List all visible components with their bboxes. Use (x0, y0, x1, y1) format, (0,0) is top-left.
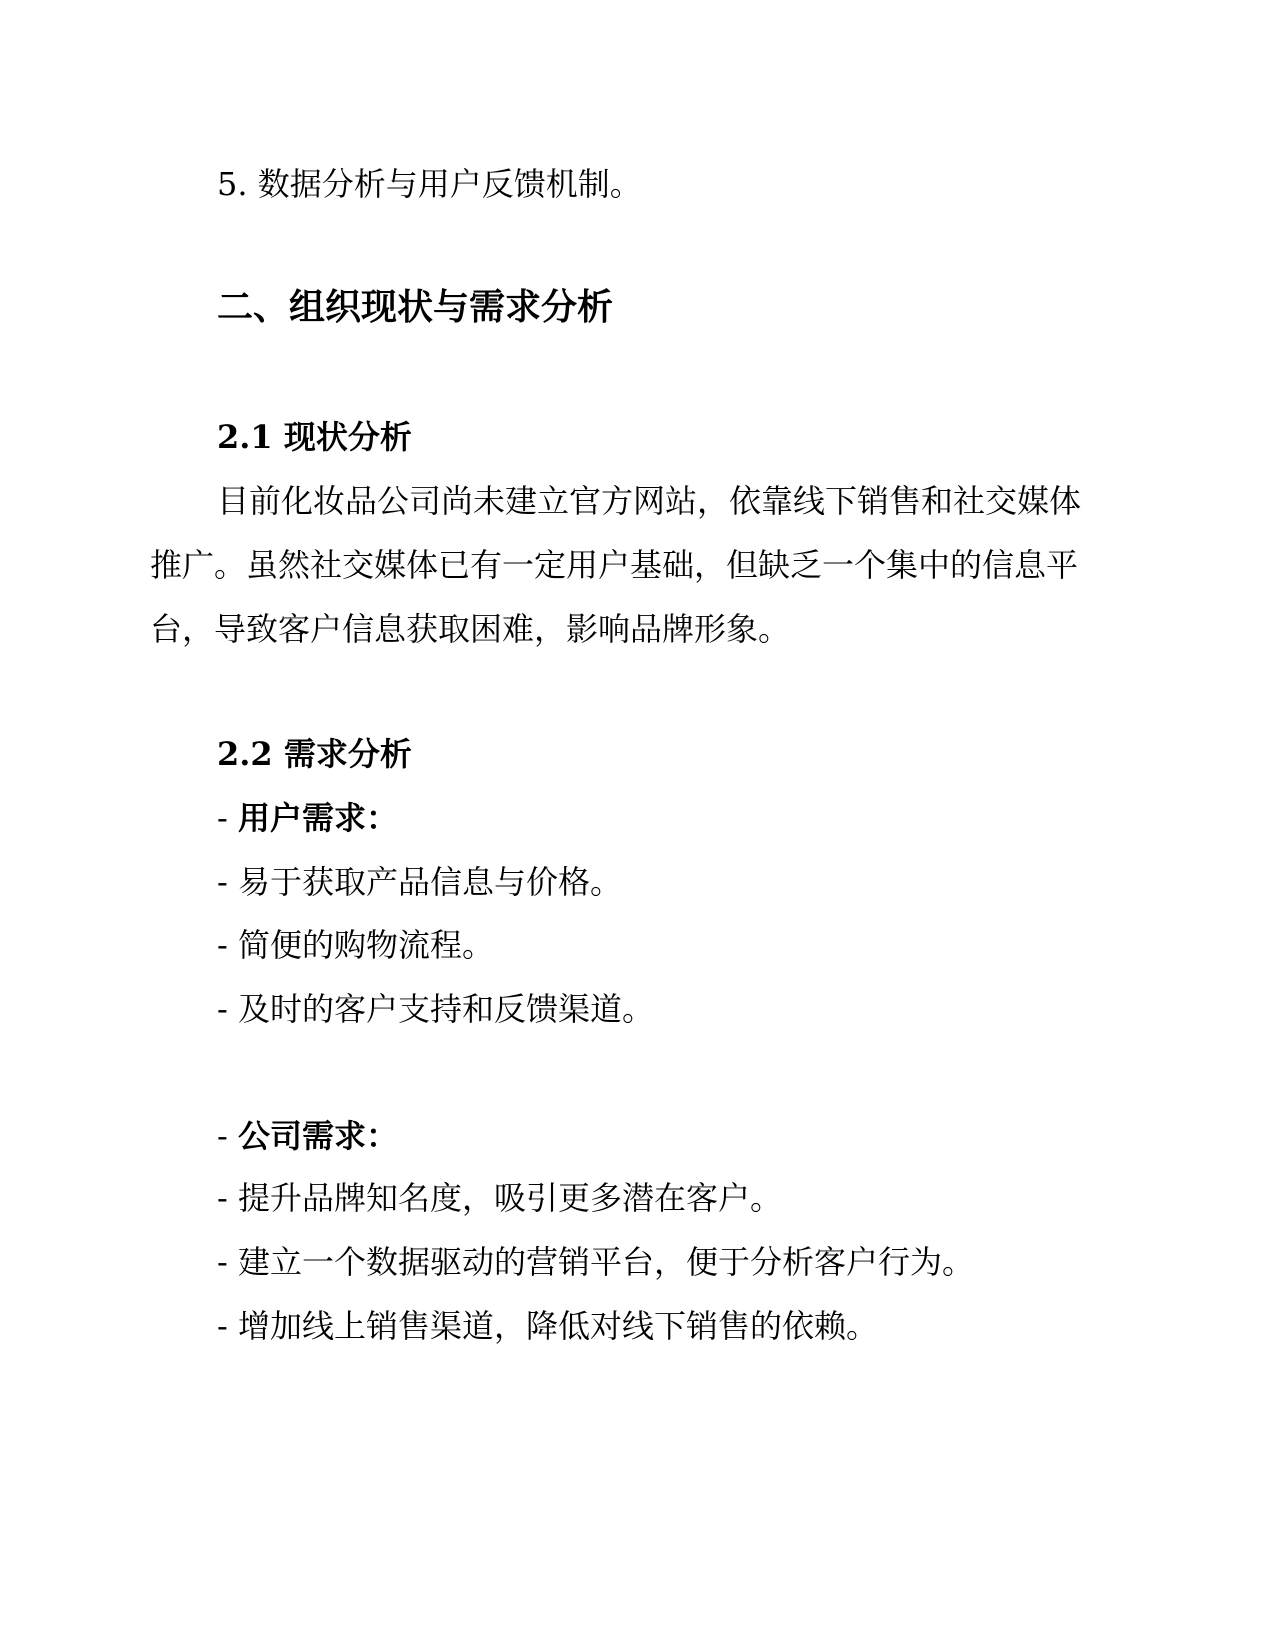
section-heading: 二、组织现状与需求分析 (217, 287, 614, 328)
user-needs-title: 用户需求： (237, 799, 398, 837)
list-item: - 提升品牌知名度，吸引更多潜在客户。 (217, 1179, 782, 1217)
list-item-5: 5. 数据分析与用户反馈机制。 (217, 165, 642, 203)
list-item: - 建立一个数据驱动的营销平台，便于分析客户行为。 (217, 1243, 974, 1281)
company-needs-dash: - (217, 1117, 238, 1155)
list-item: - 简便的购物流程。 (217, 926, 494, 964)
paragraph-line-1: 目前化妆品公司尚未建立官方网站，依靠线下销售和社交媒体 (217, 482, 1082, 520)
paragraph-line-3: 台，导致客户信息获取困难，影响品牌形象。 (150, 610, 791, 648)
paragraph-line-2: 推广。虽然社交媒体已有一定用户基础，但缺乏一个集中的信息平 (150, 546, 1079, 584)
subsection-heading-2-1: 2.1 现状分析 (217, 418, 412, 456)
list-item: - 及时的客户支持和反馈渠道。 (217, 990, 654, 1028)
company-needs-label (217, 1116, 398, 1156)
list-item: - 易于获取产品信息与价格。 (217, 863, 622, 901)
user-needs-label (217, 798, 398, 838)
user-needs-dash: - (217, 799, 238, 837)
list-item: - 增加线上销售渠道，降低对线下销售的依赖。 (217, 1307, 878, 1345)
company-needs-title: 公司需求： (237, 1117, 398, 1155)
subsection-heading-2-2: 2.2 需求分析 (217, 735, 412, 773)
